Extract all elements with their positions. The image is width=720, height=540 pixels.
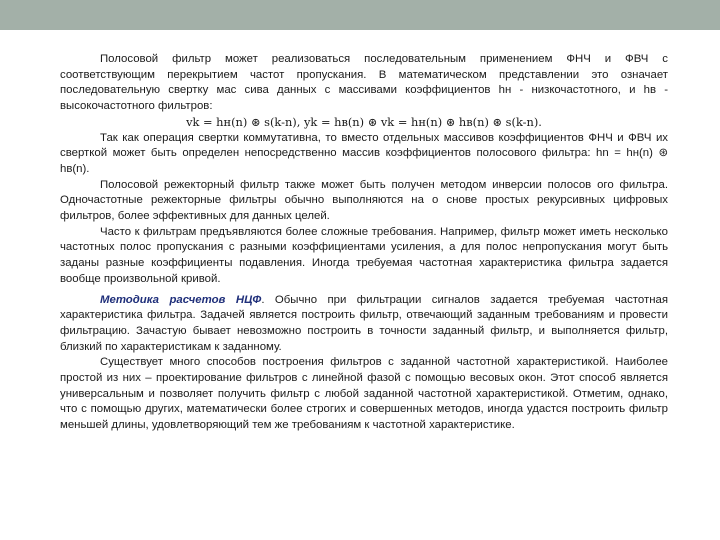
document-body (60, 52, 668, 434)
paragraph-bandpass (60, 52, 668, 115)
paragraph-bandpass-text: Полосовой фильтр может реализоваться последовательным применением ФНЧ и ФВЧ с соответствующим перекрытием частот пропускания. В математическом представлении это означает последовательную свертку мас сива данных с массивами коэффициентов hн - низкочастотного, и hв - высокочастотного фильтров: (60, 53, 668, 113)
paragraph-window-method: Существует много способов построения фильтров с заданной частотной характеристикой. Наиболее простой из них – проектирование фильтров с линейной фазой с помощью весовых окон. Этот способ является универсальным и позволяет получить фильтр с любой заданной частотной характеристикой. Отметим, однако, что с помощью других, математически более строгих и совершенных методов, иногда удастся построить фильтр меньшей длины, удовлетворяющий тем же требованиям к частотной характеристике. (60, 356, 668, 432)
section-heading: Методика расчетов НЦФ (100, 293, 262, 306)
paragraph-method-text: . Обычно при фильтрации сигналов задается требуемая частотная характеристика фильтра. Задачей является построить фильтр, отвечающий заданным требованиям и провести фильтрацию. Зачастую бывает невозможно построить в точности заданный фильтр, и выполняется фильтр, близкий по характеристикам к заданному. (60, 293, 668, 353)
paragraph-method (60, 293, 668, 356)
slide-top-bar (0, 0, 720, 30)
formula-convolution: vk = hн(n) ⊛ s(k-n), yk = hв(n) ⊛ vk = hн(n) ⊛ hв(n) ⊛ s(k-n). (186, 114, 542, 129)
paragraph-complex-requirements: Часто к фильтрам предъявляются более сложные требования. Например, фильтр может иметь несколько частотных полос пропускания с разными коэффициентами усиления, а для полос непропускания могут быть заданы разные коэффициенты подавления. Иногда требуемая частотная характеристика фильтра задается вообще произвольной кривой. (60, 225, 668, 285)
paragraph-commutative: Так как операция свертки коммутативна, то вместо отдельных массивов коэффициентов ФНЧ и ФВЧ их сверткой может быть определен непосредственно массив коэффициентов полосового фильтра: hn = hн(n) ⊛ hв(n). (60, 131, 668, 175)
paragraph-notch-filter: Полосовой режекторный фильтр также может быть получен методом инверсии полосов ого фильтра. Одночастотные режекторные фильтры обычно выполняются на о снове простых рекурсивных цифровых фильтров, более эффективных для данных целей. (60, 178, 668, 223)
